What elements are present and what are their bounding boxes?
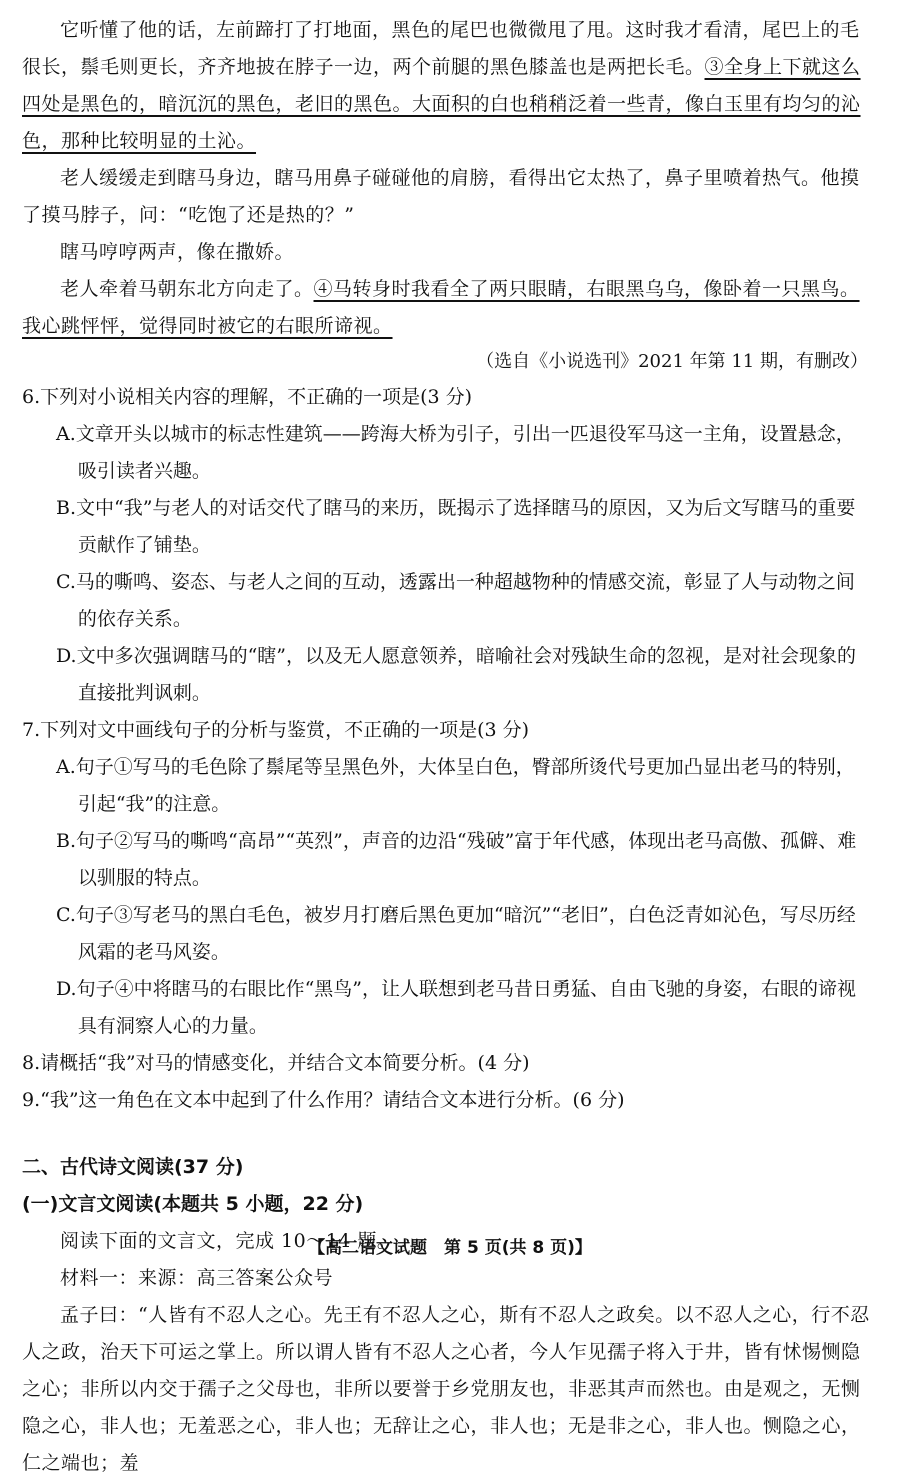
question-9-stem: 9.“我”这一角色在文本中起到了什么作用？请结合文本进行分析。(6 分) [22,1089,625,1111]
classical-text: 孟子曰：“人皆有不忍人之心。先王有不忍人之心，斯有不忍人之政矣。以不忍人之心，行不忍人之政，治天下可运之掌上。所以谓人皆有不忍人之心者，今人乍见孺子将入于井，皆有怵惕恻隐之心；非所以内交于孺子之父母也，非所以要誉于乡党朋友也，非恶其声而然也。由是观之，无恻隐之心，非人也；无羞恶之心，非人也；无辞让之心，非人也；无是非之心，非人也。恻隐之心，仁之端也；羞 [22,1304,870,1474]
question-6-option-b: B.文中“我”与老人的对话交代了瞎马的来历，既揭示了选择瞎马的原因，又为后文写瞎马的重要贡献作了铺垫。 [56,497,856,556]
section-2-title: 二、古代诗文阅读(37 分) [22,1156,244,1178]
question-7-option-b: B.句子②写马的嘶鸣“高昂”“英烈”，声音的边沿“残破”富于年代感，体现出老马高傲、孤僻、难以驯服的特点。 [56,830,857,889]
question-7-option-c: C.句子③写老马的黑白毛色，被岁月打磨后黑色更加“暗沉”“老旧”，白色泛青如沁色，写尽历经风霜的老马风姿。 [56,904,856,963]
passage-paragraph-4 [22,271,872,345]
passage-paragraph-2: 老人缓缓走到瞎马身边，瞎马用鼻子碰碰他的肩膀，看得出它太热了，鼻子里喷着热气。他摸了摸马脖子，问：“吃饱了还是热的？” [22,167,860,226]
section-spacer [22,1119,872,1149]
passage-text: 老人牵着马朝东北方向走了。 [60,278,314,300]
passage-paragraph-1 [22,12,872,160]
passage-paragraph-3: 瞎马哼哼两声，像在撒娇。 [60,241,295,263]
source-citation: （选自《小说选刊》2021 年第 11 期，有删改） [476,351,868,372]
question-6-stem: 6.下列对小说相关内容的理解，不正确的一项是(3 分) [22,386,473,408]
underlined-sentence-3: ③全身上下就这么四处是黑色的，暗沉沉的黑色，老旧的黑色。大面积的白也稍稍泛着一些青，像白玉里有均匀的沁色，那种比较明显的土沁。 [22,56,861,152]
passage-text: 它听懂了他的话，左前蹄打了打地面，黑色的尾巴也微微甩了甩。这时我才看清，尾巴上的毛很长，鬃毛则更长，齐齐地披在脖子一边，两个前腿的黑色膝盖也是两把长毛。 [22,19,860,78]
section-2-subtitle: (一)文言文阅读(本题共 5 小题，22 分) [22,1193,364,1215]
question-7-option-a: A.句子①写马的毛色除了鬃尾等呈黑色外，大体呈白色，臀部所烫代号更加凸显出老马的特别，引起“我”的注意。 [56,756,855,815]
question-8-stem: 8.请概括“我”对马的情感变化，并结合文本简要分析。(4 分) [22,1052,530,1074]
underlined-sentence-4: ④马转身时我看全了两只眼睛，右眼黑乌乌，像卧着一只黑鸟。我心跳怦怦，觉得同时被它的右眼所谛视。 [22,278,860,337]
page-footer: 【高二语文试题 第 5 页(共 8 页)】 [308,1238,592,1258]
question-6-option-a: A.文章开头以城市的标志性建筑——跨海大桥为引子，引出一匹退役军马这一主角，设置悬念，吸引读者兴趣。 [56,423,855,482]
question-6-option-d: D.文中多次强调瞎马的“瞎”，以及无人愿意领养，暗喻社会对残缺生命的忽视，是对社会现象的直接批判讽刺。 [56,645,857,704]
question-7-stem: 7.下列对文中画线句子的分析与鉴赏，不正确的一项是(3 分) [22,719,530,741]
question-7-option-d: D.句子④中将瞎马的右眼比作“黑鸟”，让人联想到老马昔日勇猛、自由飞驰的身姿，右眼的谛视具有洞察人心的力量。 [56,978,857,1037]
section-2-instruction: 阅读下面的文言文，完成 10～14 题。 [60,1230,397,1252]
material-label: 材料一：来源：高三答案公众号 [60,1267,334,1289]
question-6-option-c: C.马的嘶鸣、姿态、与老人之间的互动，透露出一种超越物种的情感交流，彰显了人与动物之间的依存关系。 [56,571,855,630]
